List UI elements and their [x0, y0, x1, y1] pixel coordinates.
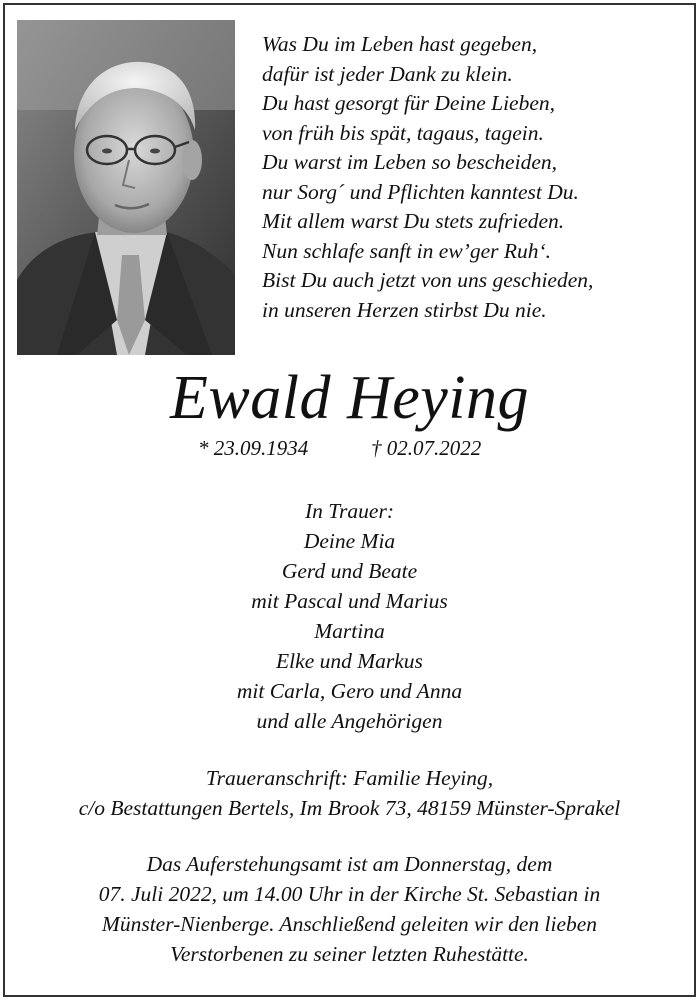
portrait-photo — [17, 20, 235, 355]
service-line: Münster-Nienberge. Anschließend geleiten wir den lieben — [101, 912, 598, 936]
mourner-line: und alle Angehörigen — [256, 709, 443, 733]
service-notice — [0, 849, 699, 969]
poem-line: in unseren Herzen stirbst Du nie. — [262, 297, 547, 322]
life-dates — [0, 436, 699, 466]
service-line: 07. Juli 2022, um 14.00 Uhr in der Kirche St. Sebastian in — [98, 882, 601, 906]
poem-line: Was Du im Leben hast gegeben, — [262, 32, 538, 56]
deceased-name: Ewald Heying — [170, 364, 529, 432]
mourner-line: Martina — [314, 619, 385, 643]
mourner-line: Deine Mia — [303, 529, 396, 553]
mourner-line: mit Carla, Gero und Anna — [236, 679, 463, 703]
mourners-list — [0, 496, 699, 736]
portrait-image — [17, 20, 235, 355]
address-line: Traueranschrift: Familie Heying, — [205, 766, 494, 790]
mourning-address — [0, 764, 699, 823]
address-line: c/o Bestattungen Bertels, Im Brook 73, 48159 Münster-Sprakel — [78, 795, 621, 820]
poem-line: nur Sorg´ und Pflichten kanntest Du. — [262, 179, 579, 204]
poem-line: Bist Du auch jetzt von uns geschieden, — [262, 268, 594, 292]
mourner-line: In Trauer: — [305, 499, 394, 523]
poem-line: dafür ist jeder Dank zu klein. — [262, 61, 513, 86]
poem-line: Du warst im Leben so bescheiden, — [262, 150, 557, 174]
mourner-line: Gerd und Beate — [281, 559, 418, 583]
birth-date: * 23.09.1934 — [198, 436, 309, 460]
memorial-poem — [262, 30, 682, 325]
poem-line: Du hast gesorgt für Deine Lieben, — [262, 91, 556, 115]
death-date: † 02.07.2022 — [371, 436, 482, 460]
mourner-line: Elke und Markus — [276, 649, 423, 673]
poem-line: von früh bis spät, tagaus, tagein. — [262, 120, 544, 145]
poem-line: Mit allem warst Du stets zufrieden. — [262, 209, 565, 233]
mourner-line: mit Pascal und Marius — [251, 589, 448, 613]
poem-line: Nun schlafe sanft in ew’ger Ruh‘. — [262, 238, 552, 263]
service-line: Verstorbenen zu seiner letzten Ruhestätte. — [170, 942, 529, 966]
service-line: Das Auferstehungsamt ist am Donnerstag, dem — [146, 852, 553, 876]
